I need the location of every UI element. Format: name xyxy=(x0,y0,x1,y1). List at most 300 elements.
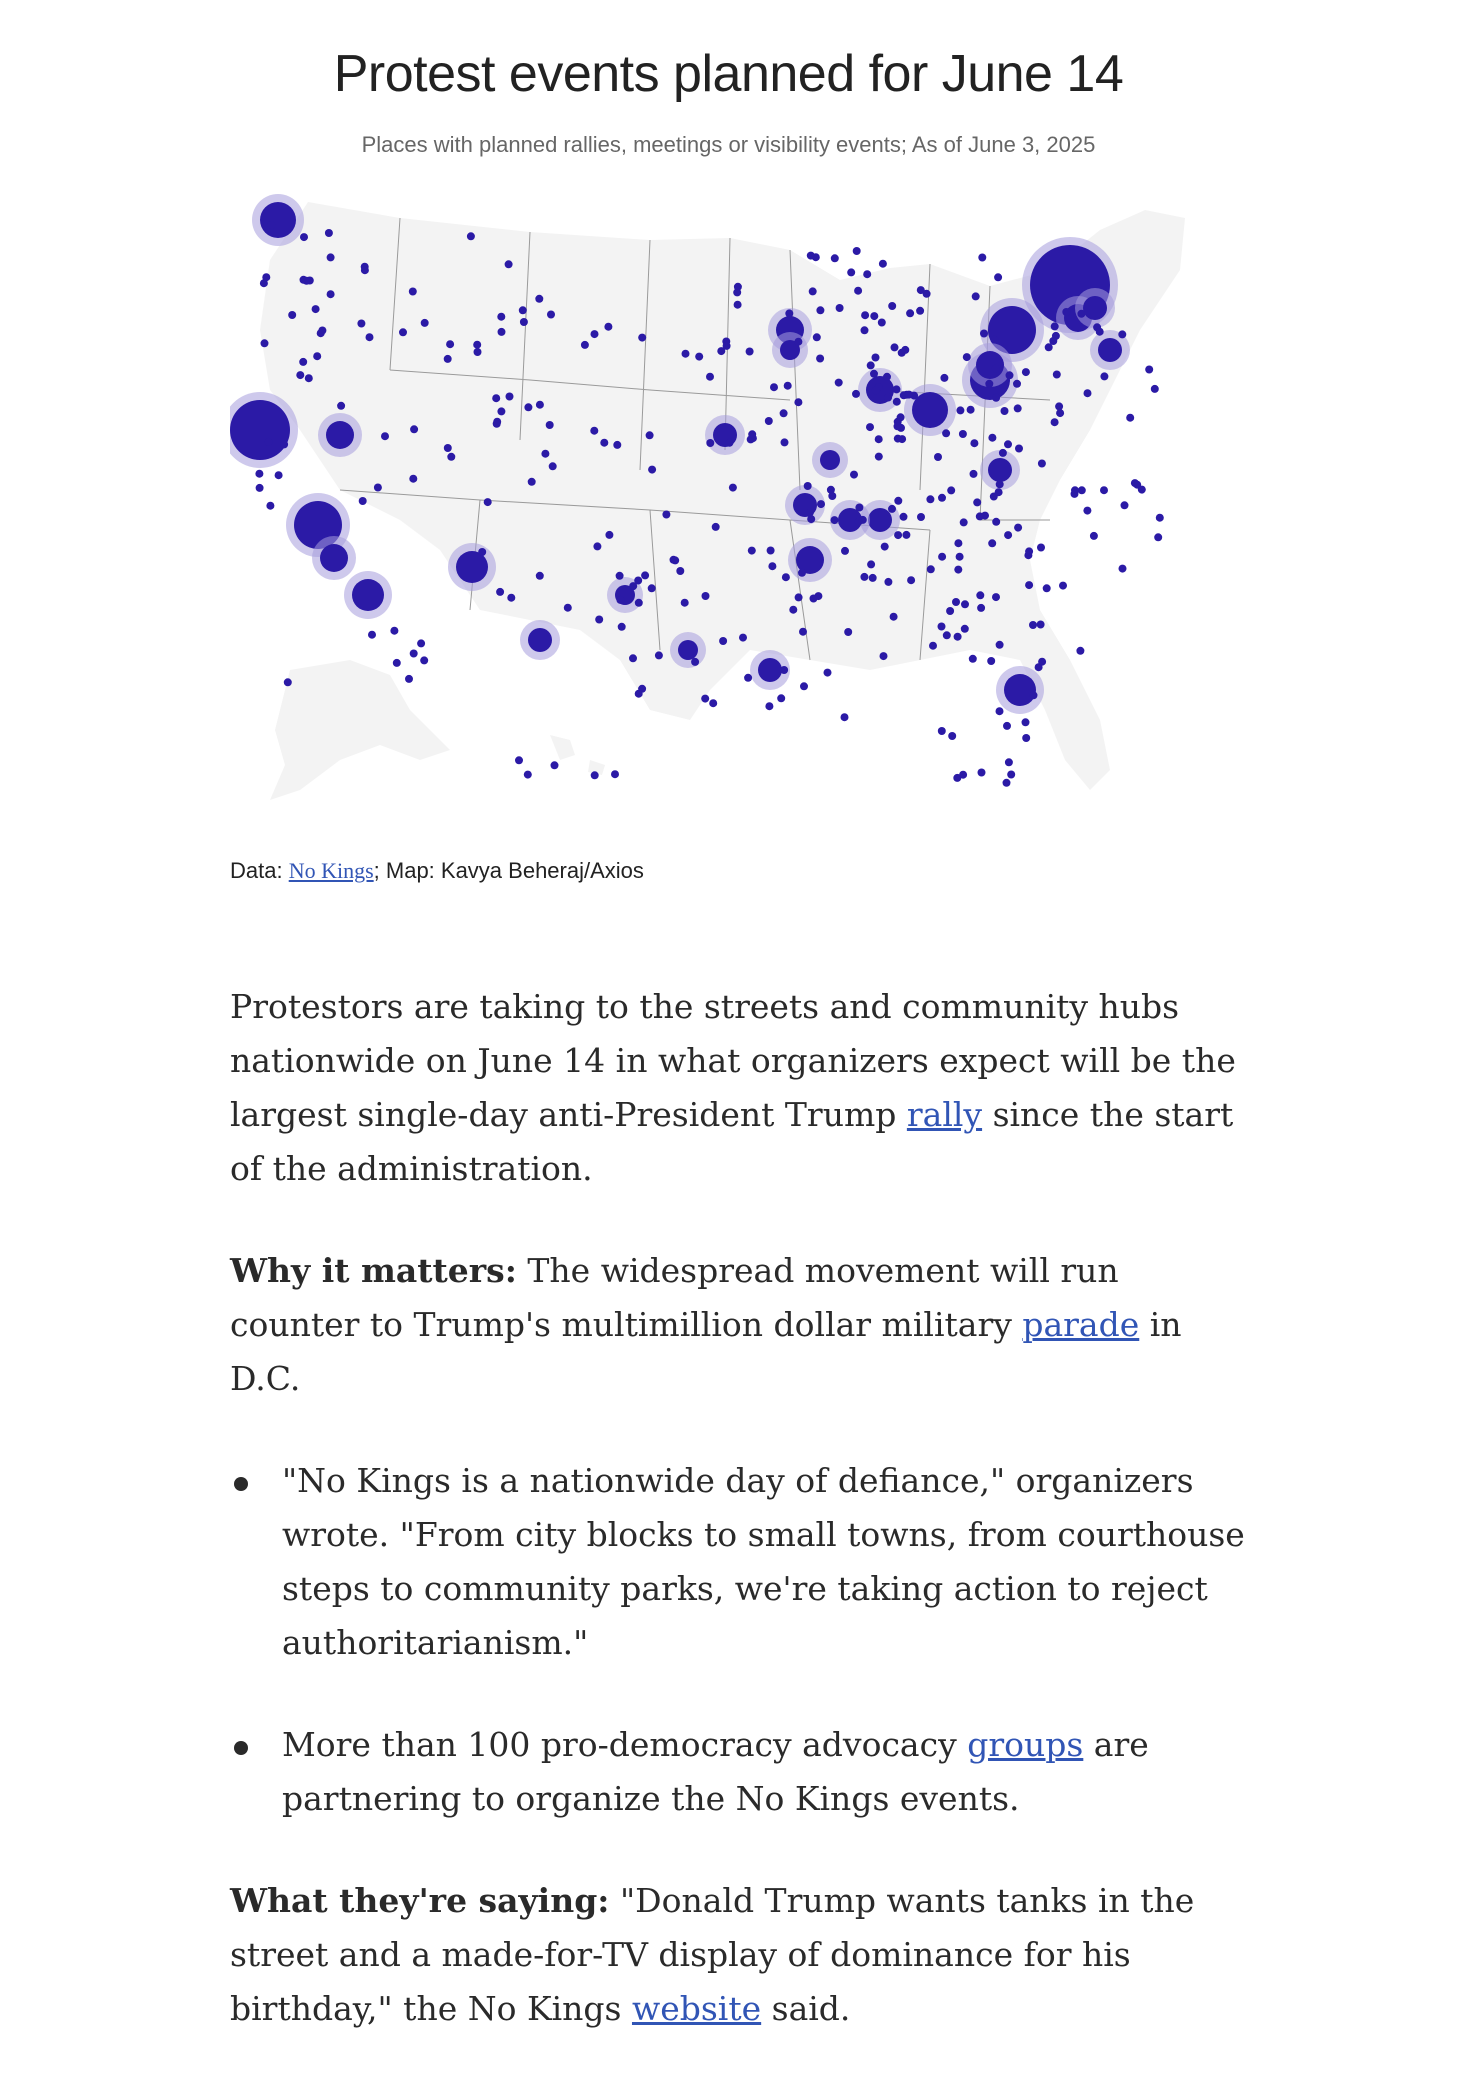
event-dot xyxy=(1145,366,1153,374)
event-dot xyxy=(618,623,626,631)
event-dot xyxy=(359,497,367,505)
event-dot xyxy=(995,488,1003,496)
event-dot xyxy=(1051,418,1059,426)
event-dot xyxy=(734,301,742,309)
event-dot xyxy=(794,398,802,406)
event-dot xyxy=(1056,409,1064,417)
event-dot xyxy=(844,628,852,636)
no-kings-source-link[interactable]: No Kings xyxy=(288,858,374,883)
event-dot xyxy=(894,422,902,430)
event-dot xyxy=(780,666,788,674)
event-dot xyxy=(717,347,725,355)
event-dot xyxy=(859,516,867,524)
event-dot xyxy=(706,373,714,381)
event-dot xyxy=(872,354,880,362)
event-dot xyxy=(881,543,889,551)
event-dot xyxy=(288,311,296,319)
event-dot xyxy=(497,407,505,415)
event-dot xyxy=(926,495,934,503)
event-dot xyxy=(409,288,417,296)
event-dot xyxy=(446,340,454,348)
event-dot xyxy=(444,355,452,363)
event-dot xyxy=(701,695,709,703)
event-dot xyxy=(1059,582,1067,590)
event-dot xyxy=(959,430,967,438)
event-dot xyxy=(976,591,984,599)
event-dot xyxy=(934,453,942,461)
event-dot xyxy=(507,594,515,602)
event-dot xyxy=(405,675,413,683)
event-dot xyxy=(1001,407,1009,415)
event-dot xyxy=(682,350,690,358)
paragraph-why-it-matters xyxy=(230,1244,1250,1406)
event-dot xyxy=(996,480,1004,488)
event-dot xyxy=(506,393,514,401)
event-dot xyxy=(841,547,849,555)
event-dot xyxy=(992,365,1000,373)
event-dot xyxy=(893,398,901,406)
event-dot xyxy=(638,334,646,342)
event-dot xyxy=(1090,532,1098,540)
event-dot xyxy=(996,707,1004,715)
event-dot xyxy=(1119,565,1127,573)
event-dot xyxy=(800,682,808,690)
event-dot xyxy=(313,352,321,360)
event-dot xyxy=(978,254,986,262)
event-dot xyxy=(1003,722,1011,730)
event-dot xyxy=(390,627,398,635)
event-dot xyxy=(907,576,915,584)
event-dot xyxy=(1121,501,1129,509)
event-dot xyxy=(305,374,313,382)
event-dot xyxy=(473,341,481,349)
event-dot xyxy=(1071,486,1079,494)
intro-text-before: Protestors are taking to the streets and community hubs nationwide on June 14 in what organizers expect will be the largest single-day anti-President Trump xyxy=(230,987,1236,1134)
event-dot xyxy=(927,565,935,573)
event-dot xyxy=(1043,584,1051,592)
event-dot xyxy=(768,562,776,570)
event-dot xyxy=(1015,445,1023,453)
event-dot xyxy=(381,432,389,440)
event-dot xyxy=(611,770,619,778)
event-dot xyxy=(869,574,877,582)
event-dot xyxy=(1131,479,1139,487)
event-dot xyxy=(641,571,649,579)
event-dot xyxy=(894,435,902,443)
event-dot xyxy=(812,253,820,261)
event-dot xyxy=(357,320,365,328)
event-dot xyxy=(536,572,544,580)
event-dot xyxy=(878,319,886,327)
event-dot xyxy=(275,471,283,479)
parade-link[interactable]: parade xyxy=(1022,1305,1140,1344)
event-dot xyxy=(1084,389,1092,397)
event-dot xyxy=(1004,440,1012,448)
event-dot xyxy=(702,592,710,600)
event-dot xyxy=(1096,328,1104,336)
groups-link[interactable]: groups xyxy=(967,1725,1084,1764)
event-dot xyxy=(947,486,955,494)
event-dot-large xyxy=(320,544,348,572)
event-dot xyxy=(897,413,905,421)
event-dot xyxy=(870,370,878,378)
event-dot xyxy=(954,566,962,574)
event-dot xyxy=(746,348,754,356)
event-dot xyxy=(284,678,292,686)
event-dot xyxy=(524,771,532,779)
event-dot xyxy=(1083,507,1091,515)
hawaii-shape xyxy=(550,735,605,775)
map-credit xyxy=(230,858,644,884)
event-dot xyxy=(739,634,747,642)
event-dot xyxy=(691,658,699,666)
event-dot xyxy=(296,371,304,379)
event-dot xyxy=(831,254,839,262)
event-dot xyxy=(973,498,981,506)
event-dot xyxy=(880,652,888,660)
event-dot xyxy=(782,573,790,581)
event-dot xyxy=(1037,621,1045,629)
event-dot xyxy=(956,553,964,561)
event-dot xyxy=(901,346,909,354)
bullet-dot xyxy=(234,1477,248,1491)
list-item xyxy=(230,1718,1250,1826)
event-dot xyxy=(952,598,960,606)
chart-subtitle: Places with planned rallies, meetings or visibility events; As of June 3, 2025 xyxy=(361,132,1096,157)
event-dot xyxy=(337,402,345,410)
event-dot xyxy=(816,306,824,314)
event-dot xyxy=(942,429,950,437)
list-item xyxy=(230,1454,1250,1670)
us-protest-map xyxy=(230,190,1230,820)
credit-prefix: Data: xyxy=(230,858,289,883)
event-dot xyxy=(961,600,969,608)
event-dot xyxy=(789,606,797,614)
event-dot xyxy=(875,453,883,461)
event-dot xyxy=(604,323,612,331)
event-dot xyxy=(1077,310,1085,318)
event-dot xyxy=(421,319,429,327)
event-dot xyxy=(917,513,925,521)
event-dot xyxy=(943,631,951,639)
event-dot xyxy=(972,292,980,300)
event-dot xyxy=(1038,460,1046,468)
event-dot-large xyxy=(976,351,1004,379)
event-dot xyxy=(1013,380,1021,388)
event-dot xyxy=(976,512,984,520)
event-dot xyxy=(879,260,887,268)
event-dot xyxy=(646,431,654,439)
event-dot xyxy=(996,641,1004,649)
event-dot xyxy=(498,328,506,336)
event-dot xyxy=(1126,414,1134,422)
bullet-list xyxy=(230,1454,1250,1826)
event-dot xyxy=(593,542,601,550)
event-dot xyxy=(781,438,789,446)
event-dot xyxy=(655,651,663,659)
event-dot xyxy=(938,553,946,561)
event-dot xyxy=(853,247,861,255)
event-dot xyxy=(528,478,536,486)
event-dot xyxy=(809,287,817,295)
event-dot xyxy=(894,497,902,505)
event-dot xyxy=(1038,658,1046,666)
event-dot xyxy=(841,713,849,721)
event-dot xyxy=(616,596,624,604)
event-dot xyxy=(827,486,835,494)
event-dot xyxy=(954,539,962,547)
event-dot xyxy=(861,311,869,319)
event-dot xyxy=(393,659,401,667)
event-dot xyxy=(447,453,455,461)
event-dot xyxy=(905,391,913,399)
event-dot xyxy=(977,604,985,612)
event-dot xyxy=(261,339,269,347)
event-dot xyxy=(1055,402,1063,410)
event-dot xyxy=(605,531,613,539)
event-dot xyxy=(956,406,964,414)
event-dot xyxy=(1022,718,1030,726)
event-dot xyxy=(318,327,326,335)
bullet-dot xyxy=(234,1741,248,1755)
event-dot xyxy=(497,313,505,321)
event-dot xyxy=(368,631,376,639)
event-dot xyxy=(785,309,793,317)
event-dot xyxy=(816,355,824,363)
event-dot xyxy=(312,305,320,313)
event-dot xyxy=(1005,758,1013,766)
event-dot xyxy=(492,394,500,402)
event-dot xyxy=(722,338,730,346)
event-dot xyxy=(871,510,879,518)
bullet-two-before: More than 100 pro-democracy advocacy xyxy=(282,1725,968,1764)
event-dot xyxy=(970,470,978,478)
event-dot xyxy=(496,588,504,596)
event-dot xyxy=(519,306,527,314)
event-dot xyxy=(765,702,773,710)
event-dot xyxy=(954,633,962,641)
event-dot-large xyxy=(230,400,290,460)
event-dot xyxy=(963,353,971,361)
event-dot xyxy=(1151,385,1159,393)
event-dot xyxy=(256,484,264,492)
event-dot xyxy=(967,406,975,414)
event-dot xyxy=(493,420,501,428)
event-dot xyxy=(988,434,996,442)
event-dot xyxy=(992,593,1000,601)
event-dot xyxy=(799,628,807,636)
event-dot xyxy=(970,439,978,447)
saying-text-after: said. xyxy=(761,1989,851,2028)
event-dot xyxy=(988,539,996,547)
event-dot xyxy=(706,439,714,447)
event-dot xyxy=(992,518,1000,526)
event-dot xyxy=(590,427,598,435)
event-dot xyxy=(861,326,869,334)
event-dot xyxy=(883,373,891,381)
event-dot xyxy=(798,569,806,577)
event-dot xyxy=(884,394,892,402)
event-dot xyxy=(940,374,948,382)
saying-text-before: "Donald Trump wants tanks in the street and a made-for-TV display of dominance for his birthday," the No Kings xyxy=(230,1881,1195,2028)
event-dot xyxy=(1118,330,1126,338)
event-dot xyxy=(1037,544,1045,552)
event-dot xyxy=(676,567,684,575)
credit-suffix: ; Map: Kavya Beheraj/Axios xyxy=(373,858,644,883)
event-dot xyxy=(616,572,624,580)
event-dot xyxy=(670,556,678,564)
event-dot xyxy=(327,290,335,298)
event-dot xyxy=(255,470,263,478)
event-dot xyxy=(744,674,752,682)
event-dot xyxy=(366,333,374,341)
why-text-after: in D.C. xyxy=(230,1305,1182,1398)
event-dot xyxy=(420,656,428,664)
event-dot xyxy=(417,639,425,647)
event-dot xyxy=(916,307,924,315)
event-dot xyxy=(810,595,818,603)
event-dot-large xyxy=(758,658,782,682)
event-dot xyxy=(938,494,946,502)
event-dot xyxy=(847,268,855,276)
bullet-two-after: are partnering to organize the No Kings events. xyxy=(282,1725,1149,1818)
rally-link[interactable]: rally xyxy=(906,1095,983,1134)
event-dot xyxy=(1025,581,1033,589)
event-dot xyxy=(888,302,896,310)
event-dot xyxy=(1029,621,1037,629)
event-dot xyxy=(884,578,892,586)
event-dot-large xyxy=(1083,296,1107,320)
event-dot xyxy=(629,654,637,662)
event-dot xyxy=(929,642,937,650)
event-dot xyxy=(547,311,555,319)
event-dot xyxy=(267,221,275,229)
event-dot xyxy=(902,531,910,539)
event-dot xyxy=(467,232,475,240)
article-body xyxy=(230,980,1250,2084)
event-dot xyxy=(1022,734,1030,742)
event-dot xyxy=(948,732,956,740)
event-dot xyxy=(505,260,513,268)
event-dot xyxy=(564,604,572,612)
event-dot xyxy=(870,312,878,320)
event-dot xyxy=(600,439,608,447)
event-dot xyxy=(780,409,788,417)
event-dot xyxy=(648,584,656,592)
event-dot xyxy=(1100,486,1108,494)
event-dot xyxy=(987,657,995,665)
event-dot xyxy=(784,382,792,390)
event-dot xyxy=(817,500,825,508)
event-dot xyxy=(478,548,486,556)
event-dot xyxy=(361,266,369,274)
event-dot xyxy=(300,233,308,241)
alaska-shape xyxy=(270,660,450,800)
event-dot xyxy=(1006,371,1014,379)
event-dot xyxy=(662,511,670,519)
website-link[interactable]: website xyxy=(631,1989,762,2028)
event-dot xyxy=(990,336,998,344)
event-dot xyxy=(891,343,899,351)
chart-title: Protest events planned for June 14 xyxy=(333,45,1124,103)
event-dot-large xyxy=(1004,674,1036,706)
event-dot xyxy=(961,625,969,633)
event-dot-large xyxy=(1098,338,1122,362)
event-dot xyxy=(551,761,559,769)
event-dot xyxy=(719,637,727,645)
event-dot xyxy=(712,523,720,531)
event-dot xyxy=(806,509,814,517)
event-dot xyxy=(831,516,839,524)
event-dot xyxy=(1100,372,1108,380)
event-dot xyxy=(681,599,689,607)
event-dot xyxy=(515,756,523,764)
event-dot xyxy=(894,531,902,539)
event-dot xyxy=(399,328,407,336)
event-dot xyxy=(978,769,986,777)
event-dot xyxy=(867,560,875,568)
event-dot xyxy=(1062,308,1070,316)
event-dot xyxy=(613,441,621,449)
why-text-before: The widespread movement will run counter to Trump's multimillion dollar military xyxy=(230,1251,1119,1344)
event-dot xyxy=(695,353,703,361)
event-dot xyxy=(836,304,844,312)
event-dot xyxy=(1003,779,1011,787)
event-dot xyxy=(266,502,274,510)
event-dot xyxy=(1051,322,1059,330)
event-dot xyxy=(262,273,270,281)
event-dot xyxy=(795,593,803,601)
event-dot xyxy=(960,518,968,526)
event-dot xyxy=(264,438,272,446)
event-dot xyxy=(303,277,311,285)
event-dot xyxy=(938,623,946,631)
event-dot xyxy=(888,505,896,513)
event-dot xyxy=(854,287,862,295)
event-dot xyxy=(1076,647,1084,655)
event-dot xyxy=(595,616,603,624)
event-dot xyxy=(992,394,1000,402)
event-dot xyxy=(824,669,832,677)
event-dot xyxy=(767,547,775,555)
event-dot xyxy=(410,425,418,433)
event-dot-large xyxy=(988,458,1012,482)
event-dot xyxy=(581,341,589,349)
event-dot xyxy=(1154,533,1162,541)
event-dot xyxy=(591,330,599,338)
event-dot xyxy=(591,771,599,779)
event-dot xyxy=(1138,486,1146,494)
event-dot xyxy=(474,348,482,356)
event-dot xyxy=(409,475,417,483)
event-dot xyxy=(875,435,883,443)
event-dot-large xyxy=(352,579,384,611)
event-dot xyxy=(860,573,868,581)
event-dot xyxy=(1007,771,1015,779)
event-dot xyxy=(541,450,549,458)
event-dot xyxy=(852,390,860,398)
why-it-matters-lead: Why it matters: xyxy=(230,1251,517,1290)
event-dot xyxy=(804,482,812,490)
event-dot xyxy=(444,444,452,452)
event-dot xyxy=(520,318,528,326)
event-dot-large xyxy=(868,508,892,532)
event-dot xyxy=(410,650,418,658)
event-dot xyxy=(1004,531,1012,539)
event-dot-large xyxy=(713,423,737,447)
event-dot-large xyxy=(528,628,552,652)
event-dot xyxy=(638,685,646,693)
